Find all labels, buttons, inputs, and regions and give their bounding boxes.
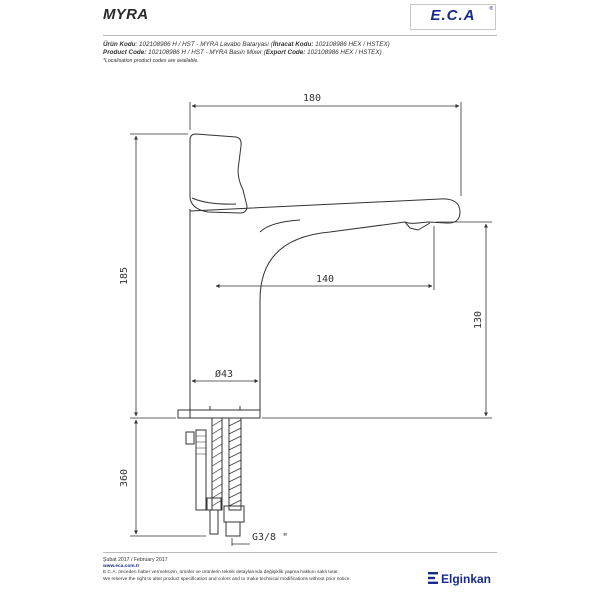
publication-date: Şubat 2017 / February 2017 — [103, 557, 168, 563]
elginkan-logo — [428, 572, 491, 586]
dim-body-diameter: Ø43 — [214, 369, 234, 380]
dim-shank-length: 360 — [119, 468, 130, 488]
product-title: MYRA — [103, 6, 149, 23]
product-code-tr-label: Ürün Kodu — [103, 41, 136, 48]
elginkan-mark-icon — [428, 572, 438, 584]
localisation-note: *Localisation product codes are available. — [103, 58, 199, 64]
dim-overall-width: 180 — [302, 93, 322, 104]
export-code-tr-value: 102108986 HEX / HSTEX) — [313, 41, 390, 48]
eca-logo-text: E.C.A — [430, 7, 476, 24]
flexible-hoses — [186, 418, 244, 536]
product-code-tr-value: : 102108986 H / HST - MYRA Lavabo Bataryası ( — [135, 41, 273, 48]
footer-divider — [103, 552, 497, 553]
elginkan-logo-text: Elginkan — [441, 572, 492, 586]
disclaimer-en: We reserve the right to alter product specification and colors and to make technical modifications without prior notice. — [103, 576, 351, 582]
product-code-en-value: 102108986 H / HST - MYRA Basin Mixer ( — [146, 49, 266, 56]
export-code-tr-label: İhracat Kodu: — [272, 41, 314, 48]
registered-mark: ® — [489, 6, 493, 12]
dim-overall-height: 185 — [119, 266, 130, 286]
footer-info — [103, 557, 351, 583]
dim-thread: G3/8 " — [252, 532, 289, 543]
website-link[interactable]: www.eca.com.tr — [103, 563, 140, 569]
dim-spout-height: 130 — [473, 310, 484, 330]
export-code-en-label: Export Code: — [265, 49, 306, 56]
disclaimer-tr: E.C.A. önceden haber vermeksizin, ürünler ve ürünlerin teknik detaylarında değişiklik yapma hakkını saklı tutar. — [103, 570, 339, 576]
product-code-en-label: Product Code: — [103, 49, 147, 56]
dim-spout-reach: 140 — [315, 274, 335, 285]
export-code-en-value: 102108986 HEX / HSTEX) — [305, 49, 382, 56]
